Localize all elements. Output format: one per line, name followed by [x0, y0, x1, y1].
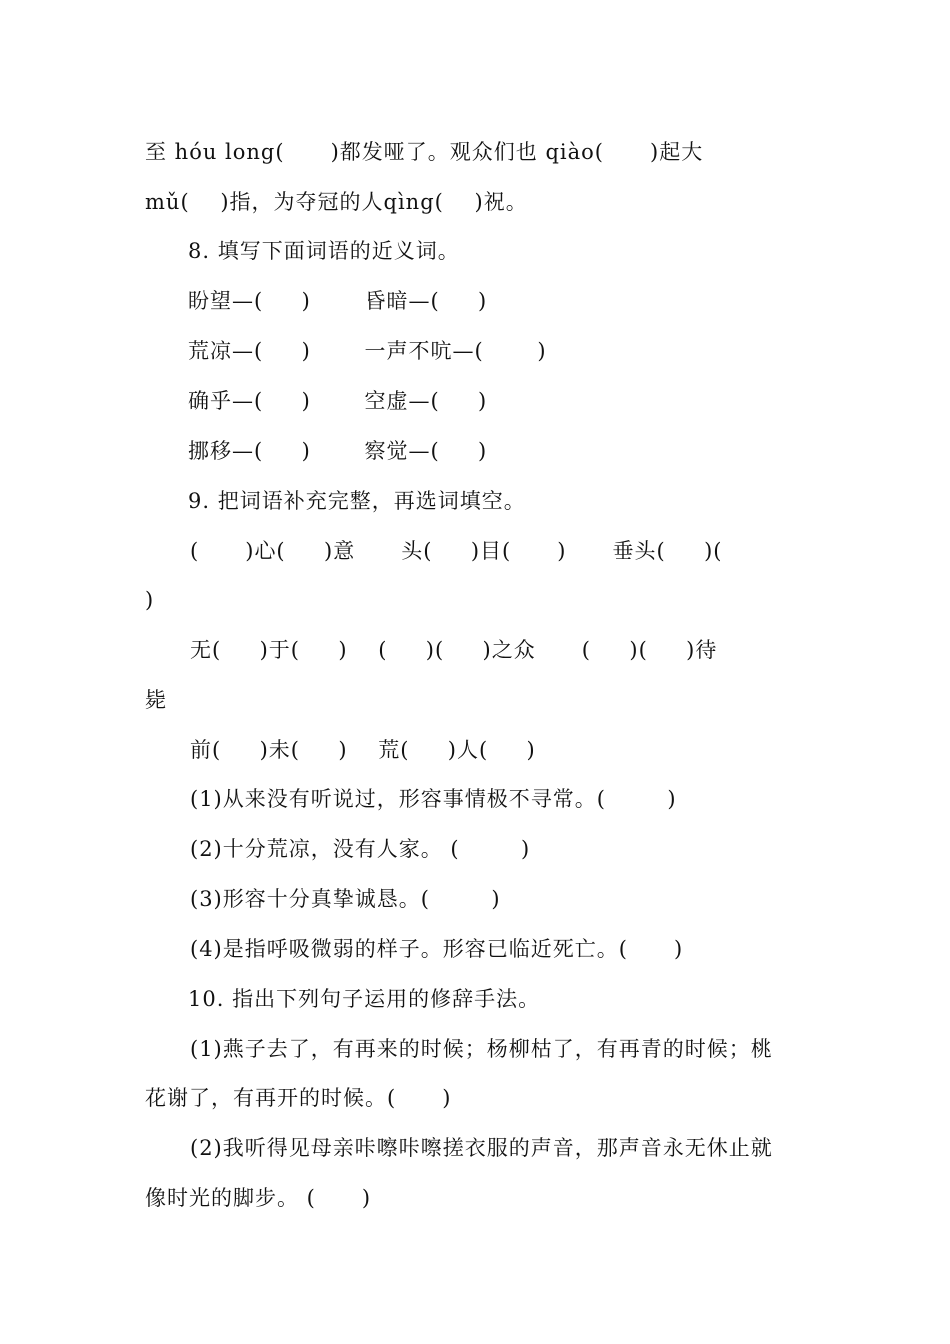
definition-item-1: (1)从来没有听说过，形容事情极不寻常。( )	[190, 787, 677, 811]
rhetoric-item-1-continued: 花谢了，有再开的时候。( )	[145, 1086, 452, 1110]
question-10-heading: 10. 指出下列句子运用的修辞手法。	[188, 987, 541, 1011]
rhetoric-item-2: (2)我听得见母亲咔嚓咔嚓搓衣服的声音，那声音永无休止就	[190, 1136, 773, 1160]
idiom-row-1-continued: )	[145, 588, 155, 612]
idiom-row-1: ( )心( )意 头( )目( ) 垂头( )(	[190, 539, 723, 563]
rhetoric-item-1: (1)燕子去了，有再来的时候；杨柳枯了，有再青的时候；桃	[190, 1037, 773, 1061]
synonym-row-1: 盼望—( ) 昏暗—( )	[188, 289, 488, 313]
idiom-row-2: 无( )于( ) ( )( )之众 ( )( )待	[190, 638, 718, 662]
definition-item-2: (2)十分荒凉，没有人家。 ( )	[190, 837, 531, 861]
question-9-heading: 9. 把词语补充完整，再选词填空。	[188, 489, 526, 513]
pinyin-fill-line-1: 至 hóu long( )都发哑了。观众们也 qiào( )起大	[145, 140, 704, 164]
rhetoric-item-2-continued: 像时光的脚步。 ( )	[145, 1186, 372, 1210]
idiom-row-2-continued: 毙	[145, 688, 167, 712]
synonym-row-2: 荒凉—( ) 一声不吭—( )	[188, 339, 547, 363]
idiom-row-3: 前( )未( ) 荒( )人( )	[190, 738, 536, 762]
definition-item-3: (3)形容十分真挚诚恳。( )	[190, 887, 501, 911]
pinyin-fill-line-2: mǔ( )指，为夺冠的人qìng( )祝。	[145, 190, 528, 214]
synonym-row-4: 挪移—( ) 察觉—( )	[188, 439, 488, 463]
synonym-row-3: 确乎—( ) 空虚—( )	[188, 389, 488, 413]
question-8-heading: 8. 填写下面词语的近义词。	[188, 239, 460, 263]
definition-item-4: (4)是指呼吸微弱的样子。形容已临近死亡。( )	[190, 937, 684, 961]
